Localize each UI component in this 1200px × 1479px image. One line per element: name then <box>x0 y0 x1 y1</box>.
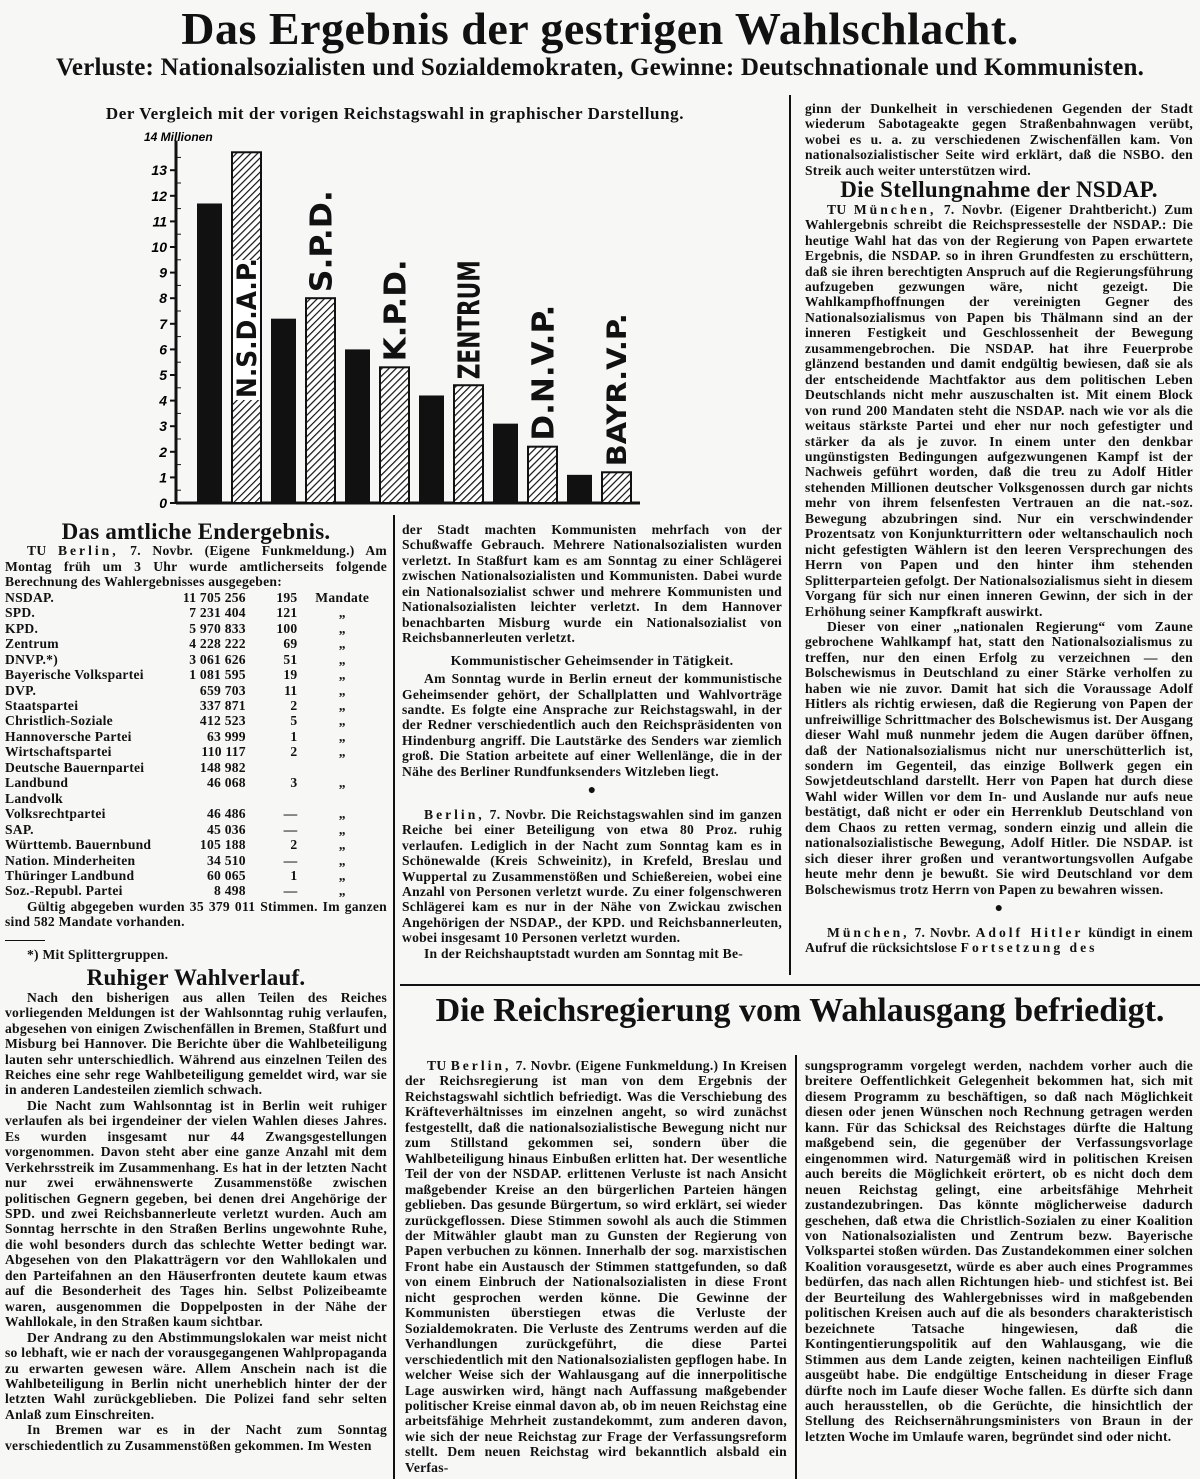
cell-unit <box>297 760 387 775</box>
y-tick-label: 10 <box>151 239 167 255</box>
y-tick-label: 4 <box>159 392 167 409</box>
bar-label-5: BAYR.V.P. <box>602 323 634 467</box>
cell-party: Staatspartei <box>5 697 79 713</box>
y-tick-label: 9 <box>159 264 167 281</box>
cell-seats: — <box>283 852 298 868</box>
table-row <box>5 775 387 790</box>
table-row <box>5 652 387 667</box>
cell-seats: 3 <box>290 775 298 791</box>
secret-transmitter-title: Kommunistischer Geheimsender in Tätigkeit. <box>450 653 734 669</box>
cell-seats: 2 <box>290 744 298 760</box>
bar-label-0: N.S.D.A.P. <box>232 246 264 398</box>
cell-seats <box>246 760 298 775</box>
government-column-1 <box>405 1058 787 1475</box>
cell-votes: 5 970 833 <box>189 620 246 636</box>
cell-party: NSDAP. <box>5 589 54 605</box>
cell-votes: 8 498 <box>214 883 246 899</box>
table-row <box>5 791 387 806</box>
table-row <box>5 667 387 682</box>
cell-seats: 69 <box>283 636 298 652</box>
bar-current-5 <box>567 475 592 503</box>
bar-previous-1 <box>306 298 335 503</box>
cell-seats: 11 <box>284 682 298 698</box>
table-row <box>5 713 387 728</box>
cell-party: SPD. <box>5 605 36 621</box>
paragraph: sungsprogramm vorgelegt werden, nachdem vorher auch die breitere Oeffentlichkeit Gelegenheit bekommen hat, sich mit diesem Programm zu beschäftigen, so daß nach Möglichkeit diesen oder jenen Wünschen noch Rechnung getragen werden kann. Für das Schicksal des Reichstages dürfte die Haltung maßgebend sein, die gegenüber der Verfassungsvorlage eingenommen wird. Naturgemäß wird in politischen Kreisen auch bereits die Möglichkeit erörtert, ob es nicht doch dem neuen Reichstag gelingt, eine arbeitsfähige Mehrheit zustandezubringen. Das könnte möglicherweise dadurch geschehen, daß etwa die Christlich-Sozialen zu einer Koalition von Nationalsozialisten und Zentrum bezw. Bayerische Volkspartei stoßen würden. Das Zustandekommen einer solchen Koalition vorausgesetzt, würde es aber auch eines Programmes bedürfen, das nach allen Richtungen hieb- und stichfest ist. Bei der Beurteilung des Wahlergebnisses wird in maßgebenden politischen Kreisen auch auf die als besonders charakteristisch bezeichnete Tatsache hingewiesen, daß die Kontingentierungspolitik auf den Wahlausgang, wie die Stimmen aus dem Lande zeigten, keinen nachteiligen Einfluß ausgeübt habe. Die endgültige Entscheidung in dieser Frage dürfte noch im Laufe dieser Woche fallen. Es dürfte sich dann auch herausstellen, ob die Gerüchte, die hinsichtlich der Stellung des Reichsernährungsministers von Braun in der letzten Woche im Umlaufe waren, begründet sind oder nicht. <box>805 1058 1193 1444</box>
cell-seats: 2 <box>290 697 298 713</box>
cell-unit: „ <box>338 682 346 698</box>
cell-party: Deutsche Bauernpartei <box>5 759 145 775</box>
cell-votes: 46 486 <box>206 806 246 822</box>
cell-party: Landbund <box>5 775 69 791</box>
paragraph: Dieser von einer „nationalen Regierung“ vom Zaune gebrochene Wahlkampf hat, statt den Nationalsozialismus zu treffen, nur den einen Erfolg zu verzeichnen — den Bolschewismus in Deutschland zu einer Stärke verholfen zu haben wie nie zuvor. Damit hat sich die Voraussage Adolf Hitlers als richtig erwiesen, daß die Regierung von Papen der unfreiwillige Schrittmacher des Bolschewismus ist. Der Ausgang dieser Wahl muß nunmehr jedem die Augen darüber öffnen, daß der Nationalsozialismus nicht nur unerschütterlich ist, sondern im Gegenteil, das einzige Bollwerk gegen ein Sowjetdeutschland darstellt. Herr von Papen hat durch diese Wahl wider Willen vor dem In- und Auslande nur aufs neue bestätigt, daß nicht er oder ein Herrenklub Deutschland von dem Chaos zu retten vermag, sondern einzig und allein die nationalsozialistische Bewegung, Adolf Hitler. Die NSDAP. ist sich dieser ihrer großen und verantwortungsvollen Aufgabe heute mehr denn je bewußt. Sie wird Deutschland vor dem Bolschewismus trotz Herrn von Papen zu bewahren wissen. <box>805 618 1193 897</box>
left-column <box>5 520 387 1453</box>
column-rule <box>795 1055 797 1479</box>
cell-votes: 1 081 595 <box>189 667 246 683</box>
table-row <box>5 760 387 775</box>
column-rule <box>789 95 791 975</box>
cell-votes: 3 061 626 <box>189 651 246 667</box>
official-result-title: Das amtliche Endergebnis. <box>61 519 331 544</box>
cell-party: SAP. <box>5 821 34 837</box>
y-tick-label: 1 <box>159 469 167 486</box>
table-row <box>5 683 387 698</box>
paragraph: ginn der Dunkelheit in verschiedenen Gegenden der Stadt wiederum Sabotageakte gegen Straßenbahnwagen verübt, wobei es u. a. zu verschiedenen Zwischenfällen kam. Von nationalsozialistischer Seite wird erklärt, daß die NSBO. den Streik auch weiter unterstützen wird. <box>805 101 1193 178</box>
y-axis-label: 14 Millionen <box>144 130 213 144</box>
cell-votes: 412 523 <box>199 713 246 729</box>
middle-column <box>402 522 782 961</box>
bar-previous-2 <box>380 367 409 503</box>
cell-party: Wirtschaftspartei <box>5 744 112 760</box>
cell-party: Württemb. Bauernbund <box>5 837 152 853</box>
cell-party: Bayerische Volkspartei <box>5 667 144 683</box>
table-row <box>5 621 387 636</box>
table-row <box>5 605 387 620</box>
cell-unit: „ <box>338 605 346 621</box>
table-row <box>5 636 387 651</box>
paragraph: Berlin, 7. Novbr. Die Reichstagswahlen sind im ganzen Reiche bei einer Beteiligung von etwa 80 Proz. ruhig verlaufen. Lediglich in der Nacht zum Sonntag kam es in Schönewalde (Kreis Schweinitz), in Krefeld, Breslau und Wuppertal zu Zusammenstößen und Schießereien, wobei eine Anzahl von Personen verletzt wurde. Zu einer folgenschweren Schlägerei kam es nur in der Nähe von Zwickau zwischen Angehörigen der NSDAP., der KPD. und Reichsbannerleuten, wobei insgesamt 10 Personen verletzt wurden. <box>402 806 782 946</box>
government-article-title: Die Reichsregierung vom Wahlausgang befriedigt. <box>435 992 1165 1029</box>
y-tick-label: 7 <box>159 315 167 332</box>
y-tick-label: 8 <box>159 290 167 307</box>
cell-votes: 110 117 <box>201 744 246 760</box>
official-total: Gültig abgegeben wurden 35 379 011 Stimmen. Im ganzen sind 582 Mandate vorhanden. <box>5 898 387 930</box>
bar-current-0 <box>197 203 222 503</box>
cell-unit: „ <box>338 806 346 822</box>
cell-unit: „ <box>338 821 346 837</box>
cell-votes: 4 228 222 <box>189 636 246 652</box>
cell-party: KPD. <box>5 620 39 636</box>
right-column <box>805 101 1193 955</box>
paragraph: Am Sonntag wurde in Berlin erneut der kommunistische Geheimsender gehört, der Schallplatten und Wahlvorträge sandte. Es folgte eine Ansprache zur Reichstagswahl, in der der Redner verschiedentlich auch den Reichspräsidenten von Hindenburg angriff. Die Lautstärke des Senders war ziemlich groß. Die Station arbeitete auf einer Wellenlänge, die in der Nähe des Berliner Rundfunksenders Witzleben liegt. <box>402 671 782 779</box>
cell-unit: „ <box>338 883 346 899</box>
cell-votes: 11 705 256 <box>182 589 246 605</box>
cell-unit: „ <box>338 867 346 883</box>
cell-unit <box>297 791 387 806</box>
cell-votes: 659 703 <box>199 682 246 698</box>
cell-unit: „ <box>338 651 346 667</box>
cell-seats: 1 <box>290 867 298 883</box>
headline: Das Ergebnis der gestrigen Wahlschlacht. <box>181 3 1019 54</box>
official-intro: TU Berlin, 7. Novbr. (Eigene Funkmeldung.) Am Montag früh um 3 Uhr wurde amtlicherseits folgende Berechnung des Wahlergebnisses ausgegeben: <box>5 543 387 590</box>
table-row <box>5 806 387 821</box>
cell-party: Hannoversche Partei <box>5 728 132 744</box>
paragraph: TU München, 7. Novbr. (Eigener Drahtbericht.) Zum Wahlergebnis schreibt die Reichspressestelle der NSDAP.: Die heutige Wahl hat das von der Regierung von Papen erwartete Ergebnis, die NSDAP. so in ihren Grundfesten zu erschüttern, daß sie ihren berechtigten Anspruch auf die Regierungsführung aufzugeben gezwungen wäre, nicht gezeigt. Die Wahlkampfhoffnungen der vereinigten Gegner des Nationalsozialismus von Papen bis Thälmann sind an der inneren Festigkeit und Geschlossenheit der Bewegung zusammengebrochen. Die NSDAP. hat ihre Feuerprobe glänzend bestanden und damit endgültig bewiesen, daß sie als der entscheidende Machtfaktor aus dem politischen Leben Deutschlands nicht mehr auszuschalten ist. Mit einem Block von rund 200 Mandaten steht die NSDAP. nach wie vor als die weitaus stärkste Partei und eher nur noch gefestigter und stärker da als je zuvor. In einem unter den denkbar ungünstigsten Bedingungen aufgezwungenen Kampf ist der Nachweis geführt worden, daß die treu zu Adolf Hitler stehenden Millionen deutscher Volksgenossen durch gar nichts mehr von ihrem felsenfesten Vertrauen an die nat.-soz. Bewegung abzubringen sind. Nur ein verschwindender Prozentsatz von Konjunkturrittern oder weltanschaulich noch nicht gefestigten Wählern ist den leeren Versprechungen des Herrn von Papen und den hinter ihm stehenden Splitterparteien gefolgt. Der Nationalsozialismus sieht in diesem Vorgang für sich nur einen inneren Gewinn, der sich in der Erhöhung seiner Kampfkraft auswirkt. <box>805 201 1193 619</box>
chart-title: Der Vergleich mit der vorigen Reichstagswahl in graphischer Darstellung. <box>105 104 685 123</box>
bar-chart <box>0 0 790 515</box>
paragraph: Nach den bisherigen aus allen Teilen des Reiches vorliegenden Meldungen ist der Wahlsonntag ruhig verlaufen, abgesehen von einigen Zwischenfällen in Bremen, Staßfurt und Misburg bei Hannover. Die Berichte über die Wahlbeteiligung lauten sehr unterschiedlich. Während aus einzelnen Teilen des Reiches eine sehr rege Wahlbeteiligung gemeldet wird, war sie in anderen Landesteilen ziemlich schwach. <box>5 989 387 1098</box>
table-row <box>5 853 387 868</box>
cell-votes: 46 068 <box>206 775 246 791</box>
results-table <box>5 590 387 899</box>
cell-unit: „ <box>338 713 346 729</box>
cell-unit: „ <box>338 775 346 791</box>
bar-previous-3 <box>454 385 483 503</box>
cell-seats: 100 <box>276 620 298 636</box>
y-tick-label: 11 <box>152 213 167 230</box>
government-column-2 <box>805 1058 1193 1444</box>
cell-seats: — <box>283 883 298 899</box>
table-row <box>5 744 387 759</box>
table-row <box>5 698 387 713</box>
cell-unit: „ <box>338 636 346 652</box>
bar-label-2: K.P.D. <box>378 262 414 362</box>
cell-unit: „ <box>338 744 346 760</box>
separator-dot: ● <box>994 901 1004 917</box>
cell-party: Volksrechtpartei <box>5 806 106 822</box>
cell-votes: 60 065 <box>206 867 246 883</box>
column-rule <box>393 515 395 1479</box>
table-row <box>5 868 387 883</box>
cell-seats: 51 <box>283 651 298 667</box>
y-tick-label: 12 <box>151 187 167 204</box>
cell-unit: „ <box>338 837 346 853</box>
cell-party: DNVP.*) <box>5 651 58 667</box>
bar-current-2 <box>345 349 370 503</box>
paragraph: In Bremen war es in der Nacht zum Sonntag verschiedentlich zu Zusammenstößen gekommen. Im Westen <box>5 1422 387 1453</box>
bar-current-1 <box>271 319 296 503</box>
nsdap-statement-title: Die Stellungnahme der NSDAP. <box>840 177 1158 203</box>
section-rule <box>400 984 1200 986</box>
cell-unit: „ <box>338 852 346 868</box>
cell-party: Thüringer Landbund <box>5 867 135 883</box>
bar-current-4 <box>493 424 518 503</box>
cell-seats: 19 <box>283 667 298 683</box>
footnote: *) Mit Splittergruppen. <box>27 946 169 962</box>
cell-party: Zentrum <box>5 636 59 652</box>
y-tick-label: 3 <box>159 418 167 435</box>
cell-unit: „ <box>338 620 346 636</box>
cell-party: Landvolk <box>5 790 63 806</box>
separator-dot: ● <box>587 783 597 799</box>
cell-seats <box>246 791 298 806</box>
cell-unit: „ <box>338 728 346 744</box>
cell-votes: 337 871 <box>199 697 246 713</box>
y-tick-label: 2 <box>159 443 167 460</box>
bar-previous-4 <box>528 447 557 503</box>
y-tick-label: 13 <box>151 162 167 179</box>
cell-seats: 121 <box>276 605 298 621</box>
cell-seats: — <box>283 821 298 837</box>
y-tick-label: 6 <box>159 341 167 358</box>
cell-seats: — <box>283 806 298 822</box>
y-tick-label: 0 <box>159 495 167 511</box>
cell-unit: „ <box>338 667 346 683</box>
cell-votes: 7 231 404 <box>189 605 246 621</box>
cell-unit: Mandate <box>315 589 370 605</box>
table-row <box>5 883 387 898</box>
cell-party: Nation. Minderheiten <box>5 852 136 868</box>
cell-seats: 1 <box>290 728 298 744</box>
cell-votes: 45 036 <box>206 821 246 837</box>
cell-votes: 105 188 <box>199 837 246 853</box>
paragraph: TU Berlin, 7. Novbr. (Eigene Funkmeldung.) In Kreisen der Reichsregierung ist man von dem Ergebnis der Reichstagswahl sichtlich befriedigt. Was die Verschiebung des Kräfteverhältnisses im einzelnen angeht, so wird zunächst festgestellt, daß die nationalsozialistische Bewegung nicht nur zum Stillstand gekommen sei, sondern über die Wahlbeteiligung hinaus Einbußen erlitten hat. Der wesentliche Teil der von der NSDAP. erlittenen Verluste ist nach Ansicht maßgebender Kreise an den bürgerlichen Parteien hängen geblieben. Das gesunde Bürgertum, so wird erklärt, sei wieder zurückgeflossen. Diese Stimmen sowohl als auch die Stimmen der Mitwähler glaubt man zu Gunsten der Regierung von Papen verbuchen zu können. Innerhalb der sog. marxistischen Front habe ein Austausch der Stimmen stattgefunden, so daß von einem Einbruch der Nationalsozialisten in diese Front nicht gesprochen werden könne. Die Gewinne der Kommunisten überstiegen etwas die Verluste der Sozialdemokraten. Die Verluste des Zentrums werden auf die Verhandlungen zurückgeführt, die diese Partei verschiedentlich mit den Nationalsozialisten gepflogen habe. In welcher Weise sich der Wahlausgang auf die innerpolitische Lage auswirken wird, hängt nach Auffassung maßgebender politischer Kreise einmal davon ab, ob im neuen Reichstag eine arbeitsfähige Mehrheit zustandekommt, zum anderen davon, wie sich der neue Reichstag zur Frage der Verfassungsreform stellt. Dem neuen Reichstag wird bekanntlich alsbald ein Verfas- <box>405 1058 787 1475</box>
table-row <box>5 837 387 852</box>
bar-previous-5 <box>602 472 631 503</box>
cell-seats: 195 <box>276 589 298 605</box>
y-tick-label: 5 <box>159 367 167 383</box>
cell-unit: „ <box>338 697 346 713</box>
cell-party: DVP. <box>5 682 37 698</box>
table-row <box>5 822 387 837</box>
bar-label-4: D.N.V.P. <box>526 309 562 441</box>
cell-party: Soz.-Republ. Partei <box>5 883 123 899</box>
paragraph: München, 7. Novbr. Adolf Hitler kündigt in einem Aufruf die rücksichtslose Fortsetzung des <box>805 924 1193 956</box>
subheadline: Verluste: Nationalsozialisten und Sozialdemokraten, Gewinne: Deutschnationale und Kommunisten. <box>55 54 1145 81</box>
table-row <box>5 590 387 605</box>
cell-votes <box>151 791 246 806</box>
paragraph: Der Andrang zu den Abstimmungslokalen war meist nicht so lebhaft, wie er nach der vorausgegangenen Wahlpropaganda zu erwarten gewesen wäre. Allem Anschein nach ist die Wahlbeteiligung in Berlin nicht unerheblich hinter der der letzten Wahl zurückgeblieben. Die Polizei fand sehr selten Anlaß zum Einschreiten. <box>5 1329 387 1422</box>
paragraph: der Stadt machten Kommunisten mehrfach von der Schußwaffe Gebrauch. Mehrere Nationalsozialisten wurden verletzt. In Staßfurt kam es am Sonntag zu einer Schlägerei zwischen Nationalsozialisten und Kommunisten. Dabei wurde ein Nationalsozialist schwer und mehrere Kommunisten und Nationalsozialisten leichter verletzt. In dem Hannover benachbarten Misburg wurde ein Nationalsozialist von Reichsbannerleuten verletzt. <box>402 522 782 646</box>
paragraph: In der Reichshauptstadt wurden am Sonntag mit Be- <box>424 945 744 961</box>
cell-seats: 2 <box>290 837 298 853</box>
table-row <box>5 729 387 744</box>
cell-seats: 5 <box>290 713 298 729</box>
quiet-election-title: Ruhiger Wahlverlauf. <box>86 965 306 991</box>
footnote-rule <box>5 940 45 941</box>
cell-votes: 34 510 <box>206 852 246 868</box>
bar-label-3: ZENTRUM <box>452 214 488 380</box>
cell-votes: 148 982 <box>199 759 246 775</box>
cell-party: Christlich-Soziale <box>5 713 113 729</box>
bar-label-1: S.P.D. <box>304 195 340 293</box>
paragraph: Die Nacht zum Wahlsonntag ist in Berlin weit ruhiger verlaufen als bei irgendeiner der vielen Wahlen dieses Jahres. Es wurden insgesamt nur 44 Zwangsgestellungen vorgenommen. Davon steht aber eine ganze Anzahl mit dem Verkehrsstreik im Zusammenhang. Es hat in der letzten Nacht nur zwei erwähnenswerte Zusammenstöße zwischen politischen Gegnern gegeben, bei denen drei Angehörige der SPD. und zwei Reichsbannerleute verletzt wurden. Auch am Sonntag herrschte in den Straßen Berlins ungewohnte Ruhe, die wohl besonders durch das schlechte Wetter bedingt war. Abgesehen von den Plakatträgern vor den Wahllokalen und den Parteifahnen an den Häuserfronten deutete kaum etwas auf die Besonderheit des Tages hin. Selbst Polizeibeamte waren, ausgenommen die Doppelposten in der Nähe der Wahllokale, in den Straßen kaum sichtbar. <box>5 1097 387 1330</box>
cell-votes: 63 999 <box>206 728 246 744</box>
bar-current-3 <box>419 395 444 503</box>
